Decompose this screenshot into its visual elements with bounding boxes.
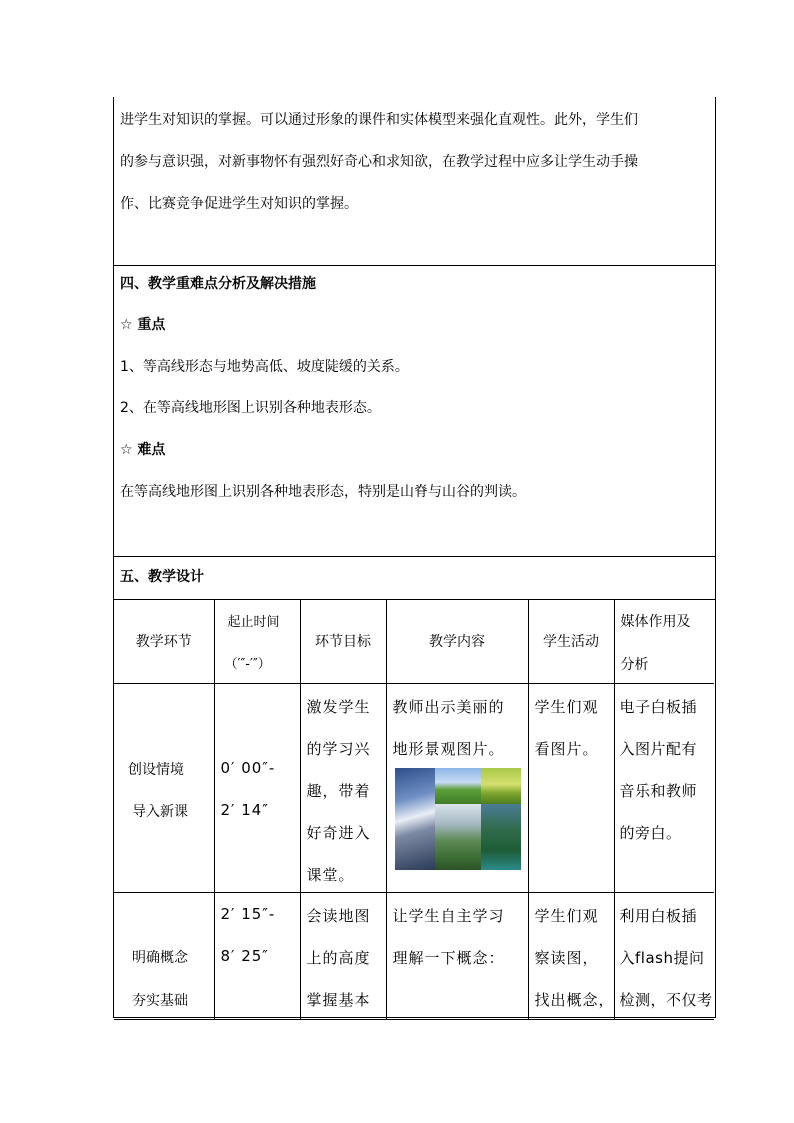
snow-mountain-photo: [395, 768, 435, 870]
content-cell: 教师出示美丽的 地形景观图片。: [386, 684, 528, 893]
paragraph-line: 作、比赛竞争促进学生对知识的掌握。: [120, 196, 358, 212]
difficult-points-title: ☆ 难点: [120, 442, 166, 458]
table-row: [114, 684, 714, 893]
header-goal: 环节目标: [300, 599, 386, 684]
goal-cell: 激发学生 的学习兴 趣，带着 好奇进入 课堂。: [300, 684, 386, 893]
landscape-photo-collage: [395, 768, 521, 870]
paragraph-line: 进学生对知识的掌握。可以通过形象的课件和实体模型来强化直观性。此外，学生们: [120, 112, 638, 128]
header-time: 起止时间 （′″-′″）: [214, 599, 300, 684]
goal-cell: 会读地图 上的高度 掌握基本: [300, 893, 386, 1020]
header-content: 教学内容: [386, 599, 528, 684]
stage-cell: 创设情境 导入新课: [114, 684, 214, 893]
grassland-photo: [435, 768, 481, 804]
content-cell: 让学生自主学习 理解一下概念：: [386, 893, 528, 1020]
header-activity: 学生活动: [528, 599, 614, 684]
time-cell: 0′ 00″- 2′ 14″: [214, 684, 300, 893]
learner-analysis-section: [114, 97, 715, 266]
table-header-row: [114, 599, 714, 684]
key-point-item: 2、在等高线地形图上识别各种地表形态。: [120, 400, 381, 416]
activity-cell: 学生们观 看图片。: [528, 684, 614, 893]
difficult-point-text: 在等高线地形图上识别各种地表形态，特别是山脊与山谷的判读。: [120, 484, 526, 500]
table-row: [114, 893, 714, 1020]
time-cell: 2′ 15″- 8′ 25″: [214, 893, 300, 1020]
key-point-item: 1、等高线形态与地势高低、坡度陡缓的关系。: [120, 359, 409, 375]
section-heading: 四、教学重难点分析及解决措施: [120, 276, 316, 292]
activity-cell: 学生们观 察读图， 找出概念，: [528, 893, 614, 1020]
teaching-design-table: [114, 599, 714, 1020]
terrace-field-photo: [481, 768, 521, 804]
header-stage: 教学环节: [114, 599, 214, 684]
header-media: 媒体作用及 分析: [614, 599, 714, 684]
key-points-title: ☆ 重点: [120, 317, 166, 333]
paragraph-line: 的参与意识强，对新事物怀有强烈好奇心和求知欲，在教学过程中应多让学生动手操: [120, 154, 638, 170]
lake-mountain-photo: [481, 804, 521, 870]
section-heading: 五、教学设计: [120, 569, 204, 585]
media-cell: 电子白板插 入图片配有 音乐和教师 的旁白。: [614, 684, 714, 893]
key-points-section: [114, 265, 715, 557]
valley-photo: [435, 804, 481, 870]
teaching-design-heading-row: [114, 556, 715, 600]
stage-cell: 明确概念 夯实基础: [114, 893, 214, 1020]
document-table: [113, 97, 716, 1018]
media-cell: 利用白板插 入flash提问 检测，不仅考: [614, 893, 714, 1020]
